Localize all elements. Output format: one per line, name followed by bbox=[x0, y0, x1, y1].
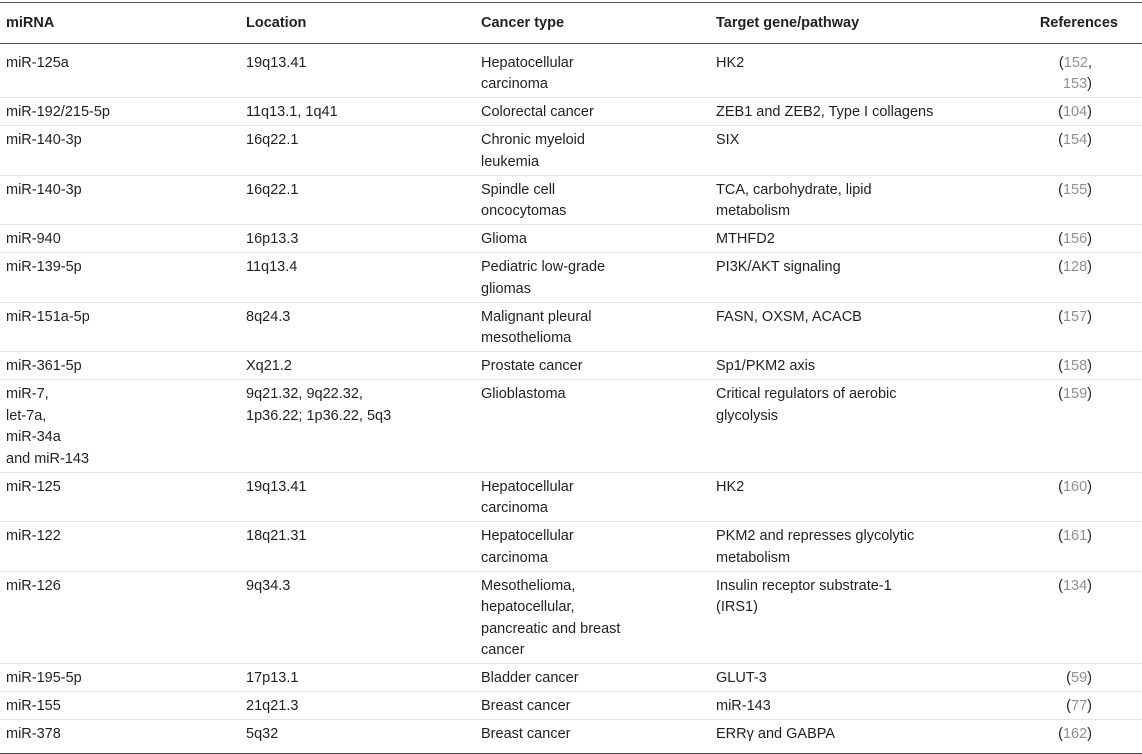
cell-location bbox=[240, 352, 475, 380]
cell-target-line: SIX bbox=[716, 132, 740, 148]
cell-location-line: 16q22.1 bbox=[246, 181, 299, 198]
cell-references: (162) bbox=[1058, 726, 1092, 742]
cell-mirna-line: miR-125 bbox=[6, 478, 61, 495]
cell-mirna-line: miR-122 bbox=[6, 528, 61, 544]
cell-mirna bbox=[0, 522, 240, 572]
cell-references: (59) bbox=[1030, 664, 1142, 692]
cell-target bbox=[710, 352, 1030, 380]
cell-mirna-line: miR-125a bbox=[6, 54, 69, 71]
cell-cancer-type bbox=[475, 302, 710, 352]
cell-location-line: 8q24.3 bbox=[246, 308, 291, 325]
cell-cancer-type bbox=[475, 664, 710, 692]
cell-target-line: miR-143 bbox=[716, 698, 771, 714]
table-row bbox=[0, 175, 1142, 225]
cell-target bbox=[710, 692, 1030, 720]
cell-target-line: ERRγ and GABPA bbox=[716, 726, 836, 742]
cell-mirna-line: miR-151a-5p bbox=[6, 308, 90, 325]
cell-mirna bbox=[0, 380, 240, 473]
cell-target bbox=[710, 253, 1030, 303]
cell-location-line: 11q13.4 bbox=[246, 259, 298, 275]
cell-location bbox=[240, 664, 475, 692]
reference-link[interactable]: 154 bbox=[1062, 132, 1088, 148]
cell-target-line: Insulin receptor substrate-1 bbox=[716, 577, 892, 594]
cell-target-line: metabolism bbox=[716, 203, 791, 219]
cell-mirna-line: miR-140-3p bbox=[6, 132, 82, 148]
cell-references: (128) bbox=[1030, 253, 1142, 303]
cell-cancer-type-line: Glioblastoma bbox=[481, 386, 566, 402]
cell-cancer-type-line: Malignant pleural bbox=[481, 308, 592, 325]
cell-mirna-line: miR-126 bbox=[6, 577, 61, 594]
cell-mirna bbox=[0, 472, 240, 522]
reference-link[interactable]: 59 bbox=[1071, 670, 1088, 686]
cell-cancer-type-line: Breast cancer bbox=[481, 726, 571, 742]
cell-mirna-line: miR-140-3p bbox=[6, 181, 82, 198]
cell-cancer-type-line: pancreatic and breast bbox=[481, 620, 621, 637]
table-row bbox=[0, 253, 1142, 303]
cell-cancer-type-line: Pediatric low-grade bbox=[481, 259, 606, 275]
cell-target-line: GLUT-3 bbox=[716, 670, 767, 686]
cell-target bbox=[710, 571, 1030, 664]
cell-location bbox=[240, 225, 475, 253]
cell-target-line: glycolysis bbox=[716, 407, 779, 424]
cell-cancer-type-line: Glioma bbox=[481, 231, 527, 247]
cell-references: (159) bbox=[1030, 380, 1142, 473]
cell-references: (134) bbox=[1030, 571, 1142, 664]
cell-location bbox=[240, 126, 475, 176]
cell-mirna bbox=[0, 98, 240, 126]
cell-cancer-type bbox=[475, 225, 710, 253]
cell-target bbox=[710, 98, 1030, 126]
reference-link[interactable]: 134 bbox=[1062, 577, 1088, 594]
cell-references: (155) bbox=[1030, 175, 1142, 225]
cell-mirna bbox=[0, 43, 240, 98]
cell-location bbox=[240, 175, 475, 225]
cell-mirna bbox=[0, 720, 240, 754]
cell-mirna-line: and miR-143 bbox=[6, 450, 90, 467]
table-row bbox=[0, 43, 1142, 98]
cell-location bbox=[240, 522, 475, 572]
cell-location-line: 5q32 bbox=[246, 726, 279, 742]
cell-references: (154) bbox=[1030, 126, 1142, 176]
cell-target bbox=[710, 225, 1030, 253]
cell-references: (156) bbox=[1030, 225, 1142, 253]
table-row bbox=[0, 571, 1142, 664]
cell-location bbox=[240, 571, 475, 664]
cell-target bbox=[710, 380, 1030, 473]
cell-mirna-line: miR-361-5p bbox=[6, 358, 82, 374]
cell-cancer-type-line: Chronic myeloid bbox=[481, 132, 585, 148]
cell-location-line: 16q22.1 bbox=[246, 132, 299, 148]
table-header bbox=[0, 3, 1142, 44]
cell-location bbox=[240, 720, 475, 754]
table-row bbox=[0, 380, 1142, 473]
cell-cancer-type-line: Mesothelioma, bbox=[481, 577, 576, 594]
header-row bbox=[0, 3, 1142, 44]
reference-link[interactable]: 153 bbox=[1062, 76, 1088, 92]
cell-location-line: 19q13.41 bbox=[246, 478, 307, 495]
cell-mirna bbox=[0, 692, 240, 720]
cell-mirna bbox=[0, 571, 240, 664]
reference-link[interactable]: 162 bbox=[1062, 726, 1088, 742]
table-row bbox=[0, 664, 1142, 692]
cell-cancer-type-line: carcinoma bbox=[481, 500, 548, 516]
cell-location bbox=[240, 43, 475, 98]
cell-target bbox=[710, 302, 1030, 352]
cell-location-line: 16p13.3 bbox=[246, 231, 299, 247]
cell-cancer-type-line: Hepatocellular bbox=[481, 54, 574, 71]
cell-references: (158) bbox=[1030, 352, 1142, 380]
reference-link[interactable]: 155 bbox=[1062, 181, 1088, 198]
cell-mirna bbox=[0, 352, 240, 380]
table-row bbox=[0, 302, 1142, 352]
cell-cancer-type bbox=[475, 692, 710, 720]
header-references: References bbox=[1030, 3, 1142, 44]
cell-mirna-line: miR-192/215-5p bbox=[6, 104, 110, 120]
cell-target-line: Critical regulators of aerobic bbox=[716, 386, 897, 402]
cell-mirna-line: miR-195-5p bbox=[6, 670, 82, 686]
cell-location-line: Xq21.2 bbox=[246, 358, 292, 374]
cell-mirna bbox=[0, 664, 240, 692]
cell-target-line: Sp1/PKM2 axis bbox=[716, 358, 816, 374]
table-body bbox=[0, 43, 1142, 753]
cell-target-line: FASN, OXSM, ACACB bbox=[716, 308, 862, 325]
header-target: Target gene/pathway bbox=[710, 3, 1030, 44]
cell-cancer-type-line: leukemia bbox=[481, 153, 540, 170]
cell-mirna-line: miR-940 bbox=[6, 231, 61, 247]
cell-target-line: PI3K/AKT signaling bbox=[716, 259, 841, 275]
cell-cancer-type-line: Colorectal cancer bbox=[481, 104, 594, 120]
cell-location bbox=[240, 302, 475, 352]
reference-link[interactable]: 158 bbox=[1062, 358, 1088, 374]
cell-cancer-type bbox=[475, 522, 710, 572]
reference-link[interactable]: 160 bbox=[1062, 478, 1088, 495]
cell-mirna-line: miR-7, bbox=[6, 386, 49, 402]
cell-references: (157) bbox=[1030, 302, 1142, 352]
cell-references: (77) bbox=[1030, 692, 1142, 720]
cell-references: (161) bbox=[1030, 522, 1142, 572]
cell-mirna bbox=[0, 126, 240, 176]
cell-target-line: (IRS1) bbox=[716, 599, 758, 615]
cell-cancer-type bbox=[475, 472, 710, 522]
cell-target bbox=[710, 126, 1030, 176]
cell-location-line: 18q21.31 bbox=[246, 528, 307, 544]
cell-location bbox=[240, 472, 475, 522]
table-row bbox=[0, 692, 1142, 720]
cell-cancer-type bbox=[475, 380, 710, 473]
cell-cancer-type-line: Breast cancer bbox=[481, 698, 571, 714]
reference-link[interactable]: 77 bbox=[1071, 698, 1088, 714]
cell-cancer-type-line: hepatocellular, bbox=[481, 599, 575, 615]
cell-mirna-line: miR-34a bbox=[6, 429, 61, 445]
table-row bbox=[0, 352, 1142, 380]
cell-cancer-type-line: mesothelioma bbox=[481, 330, 572, 346]
cell-location bbox=[240, 253, 475, 303]
cell-target bbox=[710, 522, 1030, 572]
cell-location bbox=[240, 98, 475, 126]
cell-target-line: TCA, carbohydrate, lipid bbox=[716, 181, 872, 198]
cell-cancer-type bbox=[475, 720, 710, 754]
cell-cancer-type bbox=[475, 253, 710, 303]
cell-target bbox=[710, 664, 1030, 692]
cell-location bbox=[240, 380, 475, 473]
reference-link[interactable]: 157 bbox=[1062, 308, 1088, 325]
header-cancer-type: Cancer type bbox=[475, 3, 710, 44]
reference-link[interactable]: 156 bbox=[1062, 231, 1088, 247]
cell-cancer-type-line: Spindle cell bbox=[481, 181, 556, 198]
header-location: Location bbox=[240, 3, 475, 44]
cell-location-line: 21q21.3 bbox=[246, 698, 299, 714]
reference-link[interactable]: 161 bbox=[1062, 528, 1088, 544]
cell-target-line: HK2 bbox=[716, 54, 745, 71]
cell-cancer-type-line: cancer bbox=[481, 642, 525, 658]
cell-mirna-line: miR-378 bbox=[6, 726, 61, 742]
cell-cancer-type bbox=[475, 352, 710, 380]
cell-cancer-type bbox=[475, 126, 710, 176]
reference-link[interactable]: 128 bbox=[1062, 259, 1088, 275]
table-row bbox=[0, 720, 1142, 754]
cell-mirna-line: miR-155 bbox=[6, 698, 61, 714]
reference-link[interactable]: 104 bbox=[1062, 104, 1088, 120]
cell-mirna bbox=[0, 175, 240, 225]
cell-target-line: PKM2 and represses glycolytic bbox=[716, 528, 915, 544]
cell-location-line: 19q13.41 bbox=[246, 54, 307, 71]
cell-mirna bbox=[0, 302, 240, 352]
table-row bbox=[0, 98, 1142, 126]
cell-references: (152, 153) bbox=[1030, 43, 1142, 98]
cell-location-line: 9q34.3 bbox=[246, 577, 291, 594]
cell-target bbox=[710, 720, 1030, 754]
cell-cancer-type-line: Hepatocellular bbox=[481, 528, 574, 544]
cell-target bbox=[710, 43, 1030, 98]
cell-location-line: 1p36.22; 1p36.22, 5q3 bbox=[246, 407, 392, 424]
cell-cancer-type bbox=[475, 571, 710, 664]
cell-references: (104) bbox=[1030, 98, 1142, 126]
cell-cancer-type-line: Bladder cancer bbox=[481, 670, 579, 686]
cell-cancer-type-line: oncocytomas bbox=[481, 203, 567, 219]
cell-mirna-line: let-7a, bbox=[6, 407, 47, 424]
cell-cancer-type-line: carcinoma bbox=[481, 76, 548, 92]
cell-cancer-type bbox=[475, 43, 710, 98]
cell-location-line: 17p13.1 bbox=[246, 670, 299, 686]
cell-mirna bbox=[0, 253, 240, 303]
table-row bbox=[0, 522, 1142, 572]
cell-cancer-type bbox=[475, 98, 710, 126]
table-row bbox=[0, 225, 1142, 253]
cell-cancer-type bbox=[475, 175, 710, 225]
cell-location-line: 11q13.1, 1q41 bbox=[246, 104, 338, 120]
cell-target bbox=[710, 472, 1030, 522]
cell-mirna-line: miR-139-5p bbox=[6, 259, 82, 275]
cell-cancer-type-line: Prostate cancer bbox=[481, 358, 583, 374]
cell-target-line: metabolism bbox=[716, 549, 791, 566]
table-row bbox=[0, 126, 1142, 176]
mirna-table bbox=[0, 2, 1142, 754]
cell-cancer-type-line: carcinoma bbox=[481, 549, 548, 566]
cell-references: (160) bbox=[1030, 472, 1142, 522]
cell-target-line: HK2 bbox=[716, 478, 745, 495]
cell-target bbox=[710, 175, 1030, 225]
cell-mirna bbox=[0, 225, 240, 253]
reference-link[interactable]: 152 bbox=[1063, 54, 1088, 71]
cell-cancer-type-line: gliomas bbox=[481, 280, 531, 297]
table-row bbox=[0, 472, 1142, 522]
header-mirna: miRNA bbox=[0, 3, 240, 44]
cell-cancer-type-line: Hepatocellular bbox=[481, 478, 574, 495]
reference-link[interactable]: 159 bbox=[1062, 386, 1088, 402]
cell-location-line: 9q21.32, 9q22.32, bbox=[246, 386, 363, 402]
cell-location bbox=[240, 692, 475, 720]
cell-target-line: ZEB1 and ZEB2, Type I collagens bbox=[716, 104, 934, 120]
cell-target-line: MTHFD2 bbox=[716, 231, 775, 247]
